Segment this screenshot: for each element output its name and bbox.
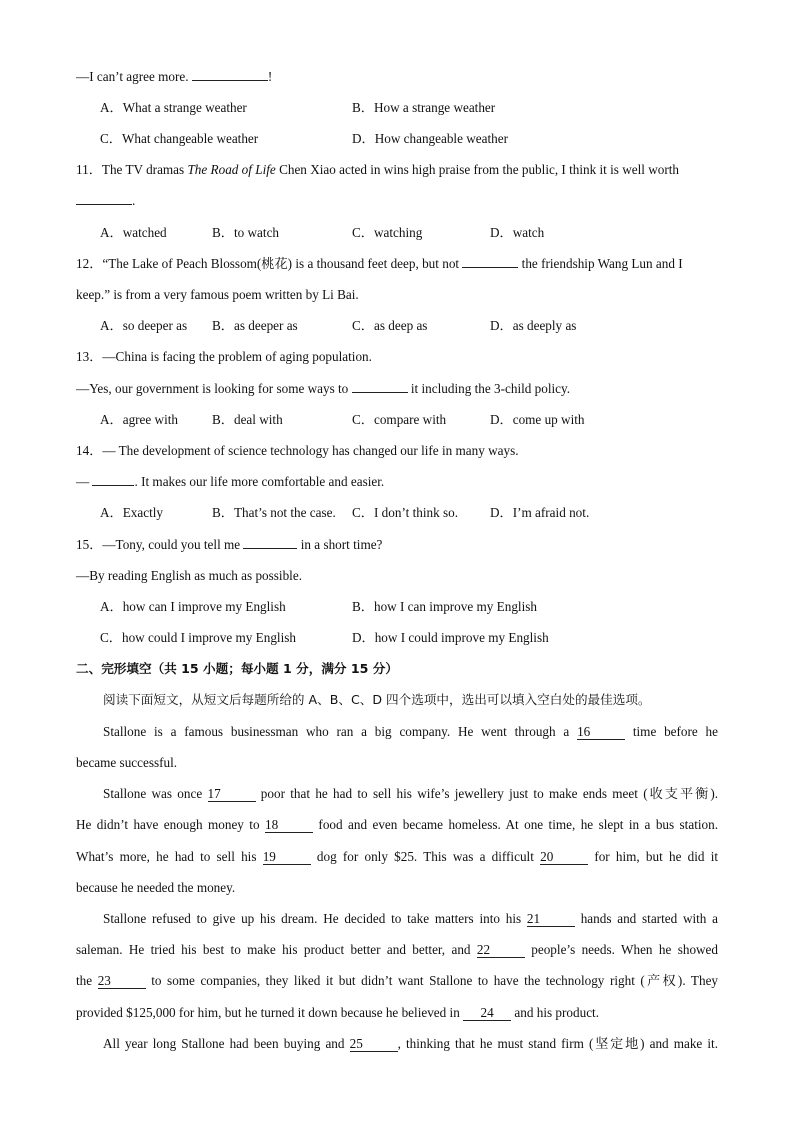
q12-option-c[interactable]: C．as deep as [352,318,428,333]
blank-23[interactable]: 23 [98,974,146,989]
passage-text: , thinking that he must stand firm (坚定地) and make it. [397,1036,719,1051]
q12-stem-post: the friendship Wang Lun and I [521,256,683,271]
passage-p2-line2 [76,816,718,834]
q14-option-b[interactable]: B．That’s not the case. [212,505,336,520]
blank-22[interactable]: 22 [477,943,525,958]
q14-stem-pre: — [76,474,90,489]
passage-p2-line4: because he needed the money. [76,880,236,895]
passage-p2-line1 [103,785,718,803]
passage-text: time before he [632,724,718,739]
q12-stem-pre: 12．“The Lake of Peach Blossom(桃花) is a thousand feet deep, but not [76,256,460,271]
q11-drama-title: The Road of Life [187,162,276,177]
passage-text: Stallone was once [103,786,203,801]
passage-text: poor that he had to sell his wife’s jewellery just to make ends meet (收支平衡). [260,786,719,801]
q10-dialog-text: —I can’t agree more. [76,69,189,84]
passage-text: Stallone refused to give up his dream. He decided to take matters into his [103,911,522,926]
blank-17[interactable]: 17 [208,787,256,802]
q11-stem-line2 [76,192,718,210]
q11-stem [76,161,718,179]
q12-option-d[interactable]: D．as deeply as [490,318,577,333]
q12-option-b[interactable]: B．as deeper as [212,318,298,333]
q11-option-c[interactable]: C．watching [352,225,423,240]
q14-option-a[interactable]: A．Exactly [100,505,163,520]
q12-answer-blank[interactable] [462,255,518,268]
q11-option-b[interactable]: B．to watch [212,225,280,240]
passage-text: Stallone is a famous businessman who ran a big company. He went through a [103,724,570,739]
q15-stem [76,536,718,554]
q10-dialog-end: ! [267,69,273,84]
q11-option-a[interactable]: A．watched [100,225,167,240]
q15-stem-pre: 15．—Tony, could you tell me [76,537,241,552]
blank-20[interactable]: 20 [540,850,588,865]
passage-text: the [76,973,93,988]
q14-stem: 14．— The development of science technology has changed our life in many ways. [76,443,519,458]
passage-p3-line1 [103,910,718,928]
blank-19[interactable]: 19 [263,850,311,865]
passage-text: He didn’t have enough money to [76,817,260,832]
q10-answer-blank[interactable] [192,68,268,81]
q14-stem-line2 [76,473,718,491]
passage-p3-line2 [76,941,718,959]
q11-stem-post: Chen Xiao acted in wins high praise from the public, I think it is well worth [275,162,680,177]
passage-text: provided $125,000 for him, but he turned it down because he believed in [76,1005,460,1020]
q15-option-d[interactable]: D．how I could improve my English [352,630,549,645]
q11-answer-blank[interactable] [76,192,132,205]
passage-text: food and even became homeless. At one time, he slept in a bus station. [318,817,719,832]
q14-option-d[interactable]: D．I’m afraid not. [490,505,590,520]
q15-answer-blank[interactable] [243,536,297,549]
q11-option-d[interactable]: D．watch [490,225,545,240]
blank-25[interactable]: 25 [350,1037,398,1052]
passage-text: for him, but he did it [594,849,719,864]
q15-stem-line2: —By reading English as much as possible. [76,568,302,583]
q12-stem-line2: keep.” is from a very famous poem written by Li Bai. [76,287,359,302]
blank-21[interactable]: 21 [527,912,575,927]
q15-option-a[interactable]: A．how can I improve my English [100,599,286,614]
q15-option-c[interactable]: C．how could I improve my English [100,630,296,645]
q13-option-a[interactable]: A．agree with [100,412,178,427]
q13-option-d[interactable]: D．come up with [490,412,585,427]
q12-stem [76,255,718,273]
passage-text: What’s more, he had to sell his [76,849,257,864]
q10-option-c[interactable]: C．What changeable weather [100,131,259,146]
passage-p1-line1 [103,723,718,741]
passage-text: dog for only $25. This was a difficult [316,849,534,864]
passage-p1-line2: became successful. [76,755,178,770]
passage-p3-line3 [76,972,718,990]
section-2-heading: 二、完形填空（共 15 小题；每小题 1 分，满分 15 分） [76,661,398,676]
q15-option-b[interactable]: B．how I can improve my English [352,599,537,614]
passage-text: All year long Stallone had been buying and [103,1036,345,1051]
passage-text: to some companies, they liked it but didn’t want Stallone to have the technology right (产权). They [151,973,719,988]
q10-option-b[interactable]: B．How a strange weather [352,100,496,115]
blank-16[interactable]: 16 [577,725,625,740]
q13-option-c[interactable]: C．compare with [352,412,447,427]
passage-p4-line1 [103,1035,718,1053]
q13-stem: 13．—China is facing the problem of aging population. [76,349,372,364]
passage-text: and his product. [514,1005,600,1020]
q10-option-a[interactable]: A．What a strange weather [100,100,247,115]
blank-24[interactable]: 24 [463,1006,511,1021]
q14-option-c[interactable]: C．I don’t think so. [352,505,458,520]
q13-stem-pre: —Yes, our government is looking for some ways to [76,381,349,396]
blank-18[interactable]: 18 [265,818,313,833]
q15-stem-post: in a short time? [300,537,383,552]
q10-dialog-line [76,68,718,86]
q10-option-d[interactable]: D．How changeable weather [352,131,508,146]
q13-option-b[interactable]: B．deal with [212,412,283,427]
section-2-instruction: 阅读下面短文，从短文后每题所给的 A、B、C、D 四个选项中，选出可以填入空白处的最佳选项。 [103,692,651,707]
q11-stem-end: . [132,193,136,208]
passage-text: hands and started with a [580,911,719,926]
passage-text: people’s needs. When he showed [531,942,719,957]
q11-stem-pre: 11．The TV dramas [76,162,188,177]
q13-answer-blank[interactable] [352,380,408,393]
passage-p3-line4 [76,1004,718,1022]
q12-option-a[interactable]: A．so deeper as [100,318,188,333]
passage-p2-line3 [76,848,718,866]
q14-stem-post: . It makes our life more comfortable and easier. [134,474,385,489]
q13-stem-line2 [76,380,718,398]
q13-stem-post: it including the 3-child policy. [410,381,571,396]
passage-text: saleman. He tried his best to make his product better and better, and [76,942,471,957]
q14-answer-blank[interactable] [92,473,134,486]
